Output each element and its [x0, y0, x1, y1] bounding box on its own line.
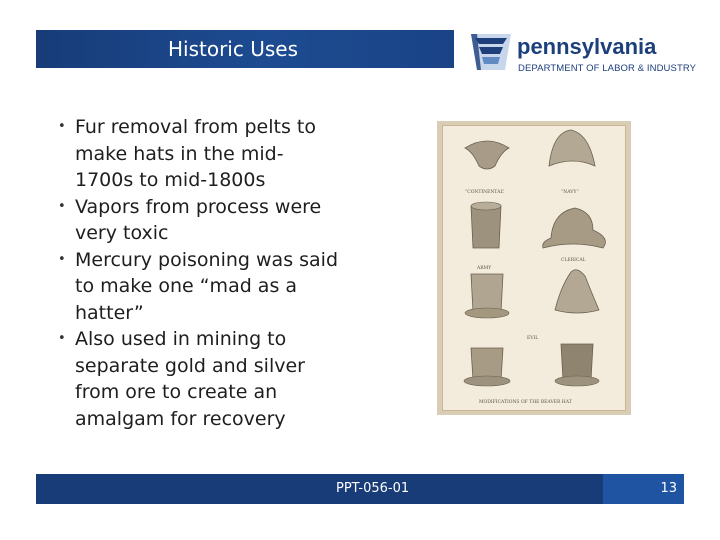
bullet-icon: • — [58, 251, 66, 267]
bullet-item — [54, 194, 394, 247]
bullet-line: separate gold and silver — [75, 354, 305, 377]
bullet-line: very toxic — [75, 222, 169, 244]
bullet-line: Also used in mining to — [75, 328, 287, 350]
bullet-icon: • — [58, 119, 66, 134]
bullet-item — [54, 114, 394, 194]
logo-subtitle: DEPARTMENT OF LABOR & INDUSTRY — [518, 63, 697, 74]
hats-illustration — [437, 121, 631, 415]
bullet-line: make hats in the mid- — [75, 142, 284, 165]
caption-navy: “NAVY” — [561, 190, 579, 195]
bullet-icon: • — [58, 198, 66, 214]
caption-evil: EVIL — [527, 336, 539, 341]
bullet-line: hatter” — [75, 301, 144, 324]
pennsylvania-logo — [467, 30, 697, 78]
bullet-line: Fur removal from pelts to — [75, 116, 316, 138]
bullet-line: 1700s to mid-1800s — [75, 169, 266, 191]
bullet-item — [54, 247, 394, 327]
slide-title: Historic Uses — [167, 37, 298, 61]
bullet-line: Vapors from process were — [75, 195, 322, 218]
illustration-plate — [442, 125, 626, 411]
page-number: 13 — [660, 481, 677, 496]
caption-bottom: MODIFICATIONS OF THE BEAVER HAT — [479, 400, 572, 405]
bullet-line: from ore to create an — [75, 381, 278, 403]
footer-code: PPT-056-01 — [336, 481, 410, 496]
logo-name: pennsylvania — [517, 34, 657, 59]
bullet-line: to make one “mad as a — [75, 275, 298, 297]
bullet-icon: • — [58, 331, 66, 346]
caption-clerical: CLERICAL — [561, 258, 586, 263]
bullet-line: Mercury poisoning was said — [75, 248, 339, 271]
caption-continental: “CONTINENTAL” — [465, 190, 505, 195]
bullet-line: amalgam for recovery — [75, 407, 286, 430]
keystone-icon — [467, 30, 515, 74]
beaver-hats-drawing — [443, 126, 625, 410]
bullet-list — [54, 114, 394, 432]
bullet-item — [54, 326, 394, 432]
title-bar — [36, 30, 454, 68]
caption-army: ARMY — [477, 266, 492, 271]
